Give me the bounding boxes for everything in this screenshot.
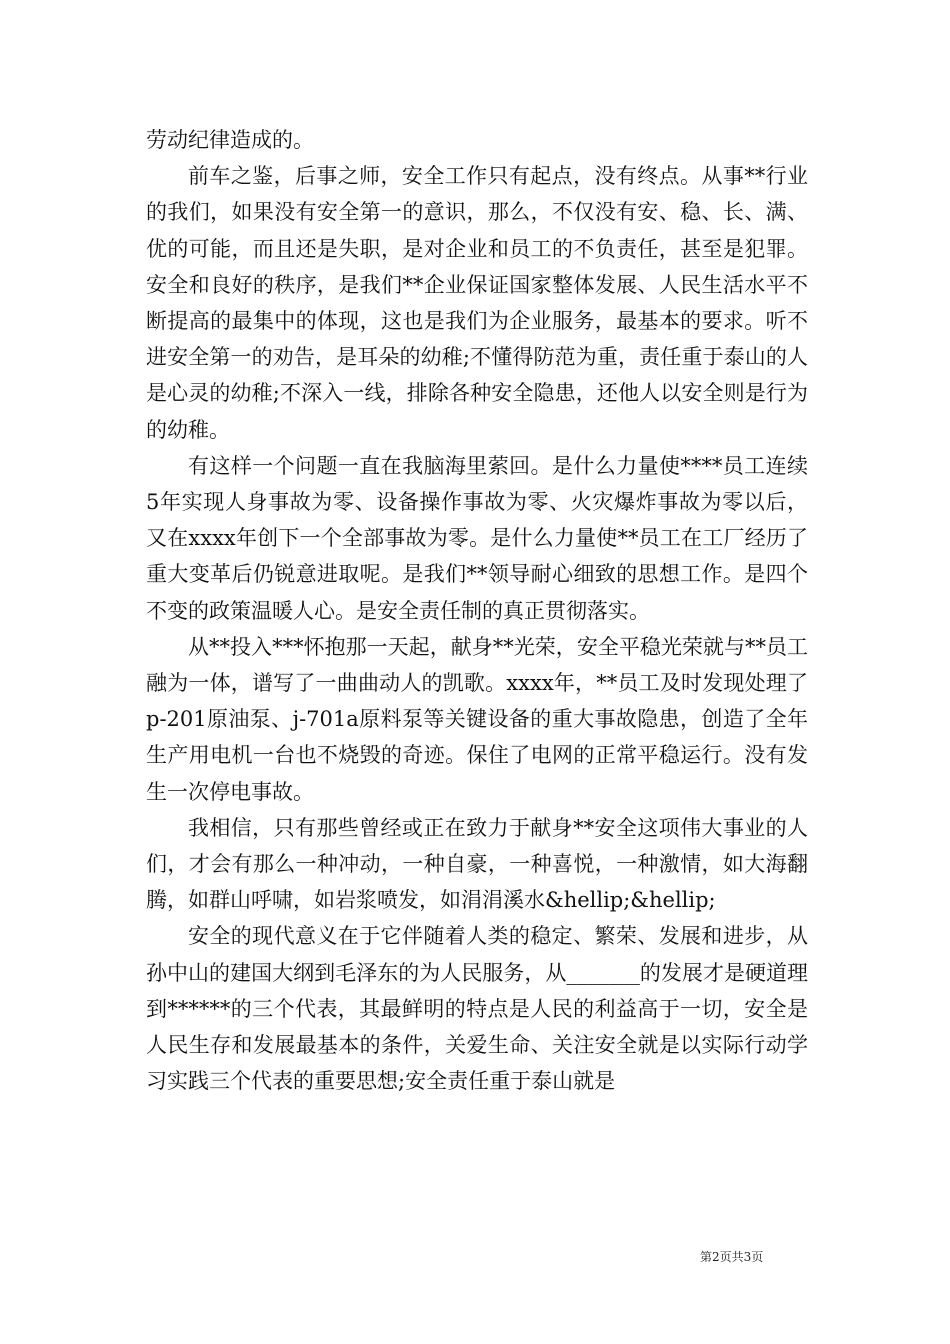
paragraph: 安全的现代意义在于它伴随着人类的稳定、繁荣、发展和进步，从孙中山的建国大纲到毛泽东的为人民服务，从_______的发展才是硬道理到******的三个代表，其最鲜明的特点是人民的利益高于一切，安全是人民生存和发展最基本的条件，关爱生命、关注安全就是以实际行动学习实践三个代表的重要思想;安全责任重于泰山就是 — [146, 924, 808, 1094]
document-body — [146, 122, 808, 1099]
paragraph: 有这样一个问题一直在我脑海里萦回。是什么力量使****员工连续5年实现人身事故为零、设备操作事故为零、火灾爆炸事故为零以后，又在xxxx年创下一个全部事故为零。是什么力量使**员工在工厂经历了重大变革后仍锐意进取呢。是我们**领导耐心细致的思想工作。是四个不变的政策温暖人心。是安全责任制的真正贯彻落实。 — [146, 453, 808, 623]
paragraph: 我相信，只有那些曾经或正在致力于献身**安全这项伟大事业的人们，才会有那么一种冲动，一种自豪，一种喜悦，一种激情，如大海翻腾，如群山呼啸，如岩浆喷发，如涓涓溪水&hellip;&hellip; — [146, 815, 808, 913]
paragraph-continued: 劳动纪律造成的。 — [146, 128, 314, 152]
page-number-footer: 第2页共3页 — [700, 1250, 764, 1264]
paragraph: 前车之鉴，后事之师，安全工作只有起点，没有终点。从事**行业的我们，如果没有安全第一的意识，那么，不仅没有安、稳、长、满、优的可能，而且还是失职，是对企业和员工的不负责任，甚至是犯罪。安全和良好的秩序，是我们**企业保证国家整体发展、人民生活水平不断提高的最集中的体现，这也是我们为企业服务，最基本的要求。听不进安全第一的劝告，是耳朵的幼稚;不懂得防范为重，责任重于泰山的人是心灵的幼稚;不深入一线，排除各种安全隐患，还他人以安全则是行为的幼稚。 — [146, 164, 808, 442]
paragraph: 从**投入***怀抱那一天起，献身**光荣，安全平稳光荣就与**员工融为一体，谱写了一曲曲动人的凯歌。xxxx年，**员工及时发现处理了p-201原油泵、j-701a原料泵等关键设备的重大事故隐患，创造了全年生产用电机一台也不烧毁的奇迹。保住了电网的正常平稳运行。没有发生一次停电事故。 — [146, 634, 808, 804]
